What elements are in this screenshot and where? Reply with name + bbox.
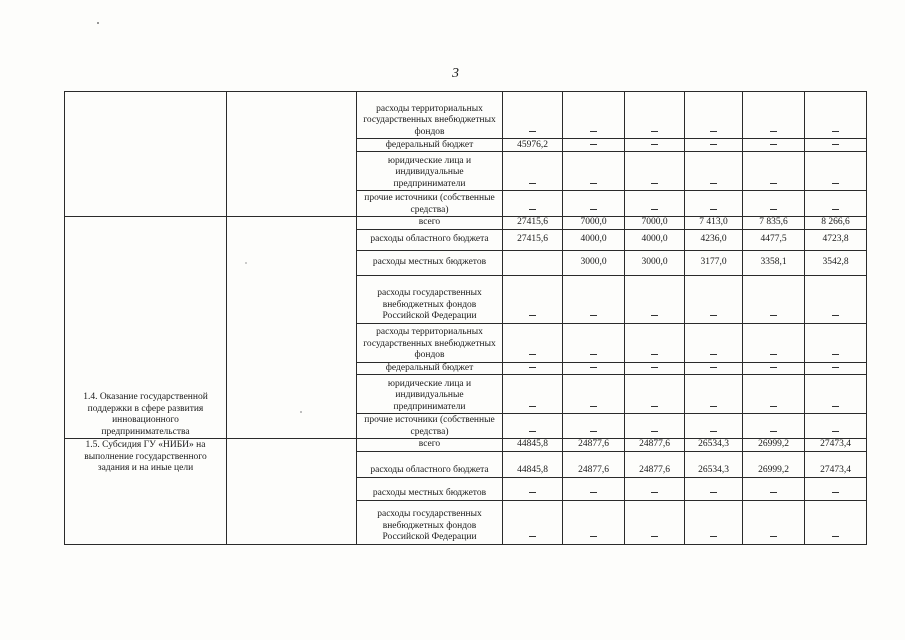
dash-mark [710,315,717,316]
measure-name-cell: 1.4. Оказание государственной поддержки в сфере развития инновационного предпринимательства [65,217,227,439]
value-cell [685,152,743,191]
value-cell [625,92,685,139]
dash-mark [832,431,839,432]
value-cell [805,139,867,152]
funding-source-cell: расходы областного бюджета [357,451,503,477]
dash-mark [770,406,777,407]
dash-mark [651,406,658,407]
value-cell [503,477,563,500]
value-cell: 27415,6 [503,229,563,250]
dash-mark [529,536,536,537]
value-cell: 24877,6 [563,451,625,477]
funding-source-cell: федеральный бюджет [357,362,503,375]
value-cell: 24877,6 [625,439,685,452]
value-cell [625,275,685,323]
value-cell: 4000,0 [625,229,685,250]
dash-mark [710,144,717,145]
value-cell [563,152,625,191]
table-row [65,217,867,230]
value-cell [685,92,743,139]
funding-source-cell: всего [357,439,503,452]
value-cell [805,323,867,362]
dash-mark [832,492,839,493]
value-cell: 4723,8 [805,229,867,250]
value-cell: 27473,4 [805,439,867,452]
dash-mark [832,354,839,355]
value-cell [743,477,805,500]
funding-source-cell: расходы местных бюджетов [357,477,503,500]
value-cell [625,152,685,191]
value-cell [743,323,805,362]
value-cell [805,477,867,500]
dash-mark [832,144,839,145]
dash-mark [832,367,839,368]
value-cell: 4000,0 [563,229,625,250]
dash-mark [832,183,839,184]
value-cell [743,152,805,191]
table-row [65,439,867,452]
value-cell [805,500,867,544]
dash-mark [651,315,658,316]
value-cell [563,477,625,500]
dash-mark [590,431,597,432]
dash-mark [529,131,536,132]
value-cell [563,139,625,152]
value-cell: 45976,2 [503,139,563,152]
value-cell [743,92,805,139]
value-cell [625,500,685,544]
value-cell [743,362,805,375]
value-cell: 7 835,6 [743,217,805,230]
measure-name-cell [65,92,227,217]
funding-source-cell: всего [357,217,503,230]
budget-table [64,91,867,545]
funding-source-cell: расходы территориальных государственных внебюджетных фондов [357,323,503,362]
value-cell [743,139,805,152]
value-cell [563,375,625,414]
value-cell [685,414,743,439]
value-cell [625,414,685,439]
value-cell [503,362,563,375]
value-cell: 24877,6 [563,439,625,452]
value-cell [685,375,743,414]
dash-mark [590,354,597,355]
value-cell [805,275,867,323]
dash-mark [529,431,536,432]
value-cell [563,500,625,544]
value-cell [625,362,685,375]
value-cell [743,500,805,544]
value-cell: 3177,0 [685,250,743,275]
dash-mark [590,209,597,210]
dash-mark [710,431,717,432]
value-cell [503,152,563,191]
value-cell [625,477,685,500]
dash-mark [529,183,536,184]
value-cell [685,275,743,323]
value-cell [563,275,625,323]
dash-mark [590,536,597,537]
dash-mark [710,183,717,184]
value-cell: 3542,8 [805,250,867,275]
dash-mark [770,183,777,184]
executor-cell [227,439,357,545]
value-cell [685,323,743,362]
dash-mark [651,431,658,432]
value-cell [625,139,685,152]
value-cell [805,362,867,375]
dash-mark [529,209,536,210]
value-cell [503,92,563,139]
executor-cell [227,92,357,217]
value-cell: 3000,0 [563,250,625,275]
value-cell [685,477,743,500]
measure-name-cell: 1.5. Субсидия ГУ «НИБИ» на выполнение государственного задания и на иные цели [65,439,227,545]
dash-mark [590,131,597,132]
funding-source-cell: федеральный бюджет [357,139,503,152]
dash-mark [590,315,597,316]
dash-mark [529,354,536,355]
value-cell [805,375,867,414]
funding-source-cell: расходы государственных внебюджетных фондов Российской Федерации [357,275,503,323]
dash-mark [590,406,597,407]
dash-mark [770,315,777,316]
dash-mark [590,492,597,493]
funding-source-cell: юридические лица и индивидуальные предприниматели [357,152,503,191]
table-row [65,92,867,139]
dash-mark [832,536,839,537]
value-cell: 8 266,6 [805,217,867,230]
value-cell [503,500,563,544]
dash-mark [710,131,717,132]
value-cell [503,414,563,439]
value-cell [563,414,625,439]
value-cell [563,362,625,375]
funding-source-cell: прочие источники (собственные средства) [357,414,503,439]
dash-mark [770,431,777,432]
value-cell [685,139,743,152]
value-cell: 26534,3 [685,451,743,477]
dash-mark [651,354,658,355]
value-cell [503,250,563,275]
dash-mark [529,492,536,493]
value-cell [743,414,805,439]
value-cell [625,323,685,362]
value-cell: 3358,1 [743,250,805,275]
dash-mark [770,144,777,145]
dash-mark [651,183,658,184]
dash-mark [832,406,839,407]
dash-mark [710,354,717,355]
dash-mark [651,492,658,493]
dash-mark [770,536,777,537]
dash-mark [710,492,717,493]
executor-cell [227,217,357,439]
value-cell [503,323,563,362]
value-cell [743,275,805,323]
value-cell [805,152,867,191]
value-cell [805,92,867,139]
funding-source-cell: расходы территориальных государственных внебюджетных фондов [357,92,503,139]
dash-mark [770,209,777,210]
value-cell: 3000,0 [625,250,685,275]
value-cell: 27473,4 [805,451,867,477]
value-cell: 4477,5 [743,229,805,250]
value-cell [563,191,625,217]
value-cell: 26999,2 [743,439,805,452]
value-cell: 44845,8 [503,439,563,452]
value-cell [503,375,563,414]
value-cell [503,191,563,217]
table-body [65,92,867,545]
funding-source-cell: расходы областного бюджета [357,229,503,250]
value-cell: 44845,8 [503,451,563,477]
dash-mark [590,367,597,368]
value-cell [685,191,743,217]
dash-mark [529,367,536,368]
dash-mark [710,536,717,537]
dash-mark [710,406,717,407]
value-cell [503,275,563,323]
dash-mark [710,367,717,368]
funding-source-cell: юридические лица и индивидуальные предприниматели [357,375,503,414]
dash-mark [770,131,777,132]
dash-mark [651,536,658,537]
value-cell: 7000,0 [563,217,625,230]
value-cell [563,323,625,362]
value-cell: 4236,0 [685,229,743,250]
dash-mark [590,144,597,145]
dash-mark [770,492,777,493]
dash-mark [590,183,597,184]
dash-mark [651,209,658,210]
value-cell: 7000,0 [625,217,685,230]
value-cell: 26534,3 [685,439,743,452]
value-cell: 7 413,0 [685,217,743,230]
dash-mark [651,131,658,132]
value-cell [805,191,867,217]
funding-source-cell: расходы государственных внебюджетных фондов Российской Федерации [357,500,503,544]
value-cell [685,362,743,375]
value-cell [685,500,743,544]
dash-mark [529,315,536,316]
dash-mark [832,209,839,210]
value-cell [625,375,685,414]
dash-mark [651,367,658,368]
dash-mark [651,144,658,145]
page-number: 3 [452,66,459,81]
value-cell: 27415,6 [503,217,563,230]
funding-source-cell: расходы местных бюджетов [357,250,503,275]
value-cell [625,191,685,217]
dash-mark [710,209,717,210]
value-cell: 24877,6 [625,451,685,477]
funding-source-cell: прочие источники (собственные средства) [357,191,503,217]
value-cell [805,414,867,439]
value-cell [743,191,805,217]
dash-mark [770,367,777,368]
dash-mark [832,315,839,316]
dash-mark [529,406,536,407]
value-cell [563,92,625,139]
dash-mark [832,131,839,132]
value-cell: 26999,2 [743,451,805,477]
value-cell [743,375,805,414]
dash-mark [770,354,777,355]
